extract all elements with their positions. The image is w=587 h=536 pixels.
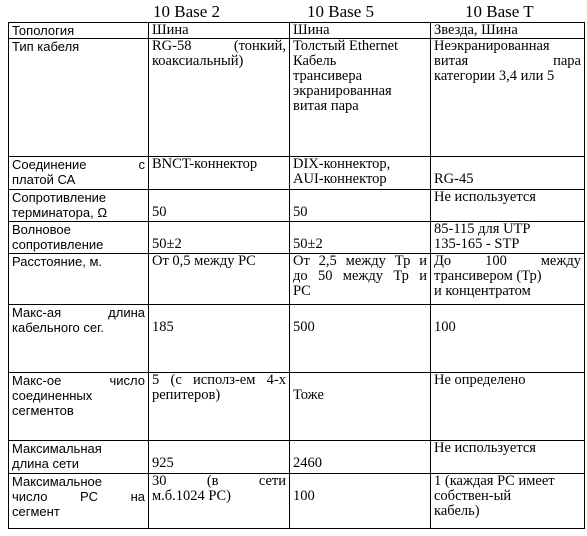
- table-cell: [290, 222, 431, 254]
- table-cell: [431, 190, 585, 222]
- cell-text-line: 30 (в сети: [152, 473, 286, 489]
- table-cell: [290, 157, 431, 190]
- cell-text-line: Не определено: [434, 372, 526, 388]
- cell-text-line: [293, 305, 427, 320]
- cell-text-line: Сопротивление: [12, 190, 107, 205]
- cell-text-line: коаксиальный): [152, 53, 244, 69]
- cell-text-line: м.б.1024 PC): [152, 488, 231, 504]
- cell-text-line: трансивером (Тр): [434, 268, 542, 284]
- cell-text-line: сегмент: [12, 504, 60, 519]
- table-row: [9, 373, 585, 441]
- cell-text-line: трансивера: [293, 68, 363, 84]
- cell-text-line: 135-165 - STP: [434, 236, 520, 252]
- cell-text-line: AUI-коннектор: [293, 171, 387, 187]
- cell-text-line: 1 (каждая PC имеет: [434, 473, 555, 489]
- cell-text-line: От 2,5 между Тр и: [293, 253, 427, 269]
- cell-text-line: Кабель: [293, 53, 337, 69]
- cell-text-line: RG-58 (тонкий,: [152, 38, 286, 54]
- cell-text-line: кабель): [434, 503, 480, 519]
- cell-text-line: Шина: [293, 22, 330, 38]
- table-cell: [149, 39, 290, 157]
- cell-text-line: DIX-коннектор,: [293, 156, 391, 172]
- column-header-10base2: 10 Base 2: [153, 2, 221, 21]
- row-label-cell: [9, 373, 149, 441]
- cell-text-line: Максимальная: [12, 441, 102, 456]
- cell-text-line: 85-115 для UTP: [434, 221, 531, 237]
- table-cell: [431, 441, 585, 474]
- cell-text-line: 500: [293, 319, 315, 335]
- cell-text-line: 100: [434, 319, 456, 335]
- cell-text-line: 185: [152, 319, 174, 335]
- cell-text-line: Тоже: [293, 387, 324, 403]
- table-cell: [290, 474, 431, 529]
- cell-text-line: число PC на: [12, 489, 145, 504]
- cell-text-line: BNCT-коннектор: [152, 156, 258, 172]
- table-cell: [431, 305, 585, 373]
- table-row: [9, 222, 585, 254]
- table-cell: [431, 373, 585, 441]
- table-cell: [431, 254, 585, 305]
- cell-text-line: [152, 441, 286, 456]
- cell-text-line: Максимальное: [12, 474, 102, 489]
- cell-text-line: витая пара: [293, 98, 359, 114]
- cell-text-line: и концентратом: [434, 283, 531, 299]
- table-cell: [290, 441, 431, 474]
- cell-text-line: Топология: [12, 23, 75, 38]
- cell-text-line: [434, 157, 581, 172]
- cell-text-line: терминатора, Ω: [12, 205, 108, 220]
- cell-text-line: 5 (с исполз-ем 4-х: [152, 372, 286, 388]
- cell-text-line: Макс-ое число: [12, 373, 145, 388]
- cell-text-line: сегментов: [12, 403, 74, 418]
- row-label-cell: [9, 441, 149, 474]
- cell-text-line: платой СА: [12, 172, 76, 187]
- cell-text-line: [293, 474, 427, 489]
- cell-text-line: сопротивление: [12, 237, 104, 252]
- table-cell: [290, 254, 431, 305]
- cell-text-line: Шина: [152, 22, 189, 38]
- cell-text-line: Волновое: [12, 222, 71, 237]
- cell-text-line: [152, 305, 286, 320]
- cell-text-line: [434, 305, 581, 320]
- cell-text-line: RG-45: [434, 171, 474, 187]
- table-cell: [149, 373, 290, 441]
- table-cell: [431, 157, 585, 190]
- cell-text-line: Тип кабеля: [12, 39, 80, 54]
- cell-text-line: кабельного сег.: [12, 320, 104, 335]
- cell-text-line: 50±2: [152, 236, 182, 252]
- table-cell: [290, 23, 431, 39]
- row-label-cell: [9, 23, 149, 39]
- cell-text-line: собствен-ый: [434, 488, 512, 504]
- ethernet-comparison-table: [8, 22, 585, 529]
- row-label-cell: [9, 190, 149, 222]
- table-cell: [149, 157, 290, 190]
- table-row: [9, 39, 585, 157]
- table-cell: [149, 254, 290, 305]
- cell-text-line: От 0,5 между PC: [152, 253, 256, 269]
- cell-text-line: 50: [152, 204, 167, 220]
- cell-text-line: 925: [152, 455, 174, 471]
- row-label-cell: [9, 39, 149, 157]
- cell-text-line: репитеров): [152, 387, 221, 403]
- cell-text-line: 50±2: [293, 236, 323, 252]
- cell-text-line: Расстояние, м.: [12, 254, 102, 269]
- column-header-10base5: 10 Base 5: [307, 2, 375, 21]
- cell-text-line: Не используется: [434, 189, 536, 205]
- table-cell: [290, 190, 431, 222]
- cell-text-line: витая пара: [434, 53, 581, 69]
- cell-text-line: Звезда, Шина: [434, 22, 518, 38]
- cell-text-line: [293, 222, 427, 237]
- table-cell: [431, 23, 585, 39]
- cell-text-line: Неэкранированная: [434, 38, 550, 54]
- cell-text-line: Соединение с: [12, 157, 145, 172]
- cell-text-line: категории 3,4 или 5: [434, 68, 555, 84]
- cell-text-line: [152, 190, 286, 205]
- table-row: [9, 157, 585, 190]
- table-cell: [431, 39, 585, 157]
- cell-text-line: 50: [293, 204, 308, 220]
- table-row: [9, 23, 585, 39]
- cell-text-line: Макс-ая длина: [12, 305, 145, 320]
- table-cell: [290, 305, 431, 373]
- table-cell: [149, 23, 290, 39]
- row-label-cell: [9, 305, 149, 373]
- cell-text-line: До 100 между: [434, 253, 581, 269]
- table-row: [9, 474, 585, 529]
- table-row: [9, 254, 585, 305]
- table-cell: [431, 474, 585, 529]
- cell-text-line: 2460: [293, 455, 322, 471]
- cell-text-line: соединенных: [12, 388, 93, 403]
- cell-text-line: Не используется: [434, 440, 536, 456]
- table-cell: [431, 222, 585, 254]
- row-label-cell: [9, 157, 149, 190]
- table-cell: [149, 441, 290, 474]
- cell-text-line: до 50 между Тр и: [293, 268, 427, 284]
- table-row: [9, 441, 585, 474]
- table-cell: [149, 305, 290, 373]
- table-cell: [290, 39, 431, 157]
- table-row: [9, 190, 585, 222]
- row-label-cell: [9, 222, 149, 254]
- table-row: [9, 305, 585, 373]
- column-header-10baset: 10 Base T: [465, 2, 534, 21]
- cell-text-line: [152, 222, 286, 237]
- cell-text-line: [293, 441, 427, 456]
- cell-text-line: PC: [293, 283, 311, 299]
- table-cell: [290, 373, 431, 441]
- cell-text-line: Толстый Ethernet: [293, 38, 399, 54]
- cell-text-line: [293, 190, 427, 205]
- table-column-header-row: [0, 0, 587, 22]
- cell-text-line: [293, 373, 427, 388]
- cell-text-line: длина сети: [12, 456, 79, 471]
- table-cell: [149, 222, 290, 254]
- cell-text-line: 100: [293, 488, 315, 504]
- cell-text-line: экранированная: [293, 83, 392, 99]
- row-label-cell: [9, 254, 149, 305]
- table-cell: [149, 190, 290, 222]
- row-label-cell: [9, 474, 149, 529]
- table-cell: [149, 474, 290, 529]
